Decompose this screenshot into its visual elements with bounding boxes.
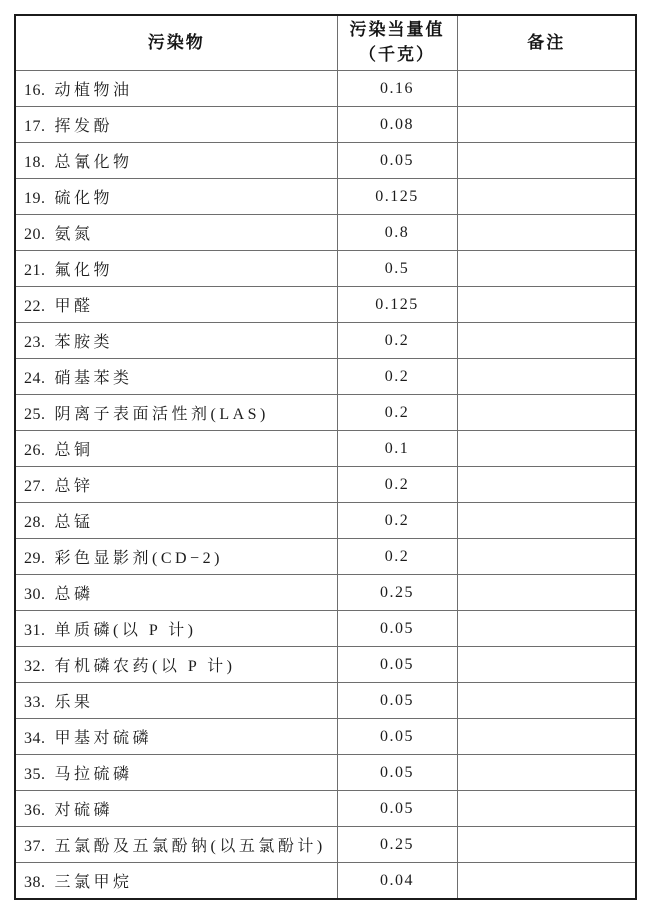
equivalent-value-cell: 0.2: [337, 503, 457, 539]
header-equivalent-value: [337, 15, 457, 71]
equivalent-value-cell: 0.2: [337, 395, 457, 431]
row-number: 31.: [24, 622, 46, 639]
table-row: [15, 431, 636, 467]
remark-cell: [457, 359, 636, 395]
pollutant-cell: [15, 755, 337, 791]
row-number: 37.: [24, 838, 46, 855]
row-number: 21.: [24, 262, 46, 279]
header-equivalent-line2: （千克）: [359, 45, 435, 64]
table-row: [15, 827, 636, 863]
equivalent-value-cell: 0.05: [337, 683, 457, 719]
equivalent-value-cell: 0.05: [337, 791, 457, 827]
row-number: 34.: [24, 730, 46, 747]
row-number: 38.: [24, 874, 46, 891]
row-number: 27.: [24, 478, 46, 495]
table-row: [15, 719, 636, 755]
pollutant-name: 对硫磷: [54, 802, 114, 819]
remark-cell: [457, 287, 636, 323]
remark-cell: [457, 863, 636, 900]
row-number: 20.: [24, 226, 46, 243]
row-number: 33.: [24, 694, 46, 711]
remark-cell: [457, 611, 636, 647]
pollutant-cell: [15, 863, 337, 900]
remark-cell: [457, 539, 636, 575]
pollutant-name: 甲基对硫磷: [54, 730, 153, 747]
pollutant-name: 氨氮: [54, 226, 94, 243]
table-row: [15, 647, 636, 683]
equivalent-value-cell: 0.05: [337, 143, 457, 179]
pollutant-cell: [15, 719, 337, 755]
equivalent-value-cell: 0.05: [337, 611, 457, 647]
pollutant-cell: [15, 107, 337, 143]
pollutant-name: 总铜: [54, 442, 94, 459]
table-row: [15, 467, 636, 503]
pollutant-name: 总锰: [54, 514, 94, 531]
table-row: [15, 755, 636, 791]
remark-cell: [457, 107, 636, 143]
remark-cell: [457, 143, 636, 179]
equivalent-value-cell: 0.05: [337, 647, 457, 683]
row-number: 22.: [24, 298, 46, 315]
remark-cell: [457, 179, 636, 215]
table-row: [15, 539, 636, 575]
table-row: [15, 323, 636, 359]
pollutant-name: 三氯甲烷: [54, 874, 133, 891]
pollutant-name: 彩色显影剂(CD−2): [54, 550, 223, 567]
pollutant-name: 动植物油: [54, 82, 133, 99]
table-row: [15, 575, 636, 611]
equivalent-value-cell: 0.8: [337, 215, 457, 251]
table-row: [15, 287, 636, 323]
pollutant-cell: [15, 359, 337, 395]
remark-cell: [457, 575, 636, 611]
remark-cell: [457, 719, 636, 755]
row-number: 30.: [24, 586, 46, 603]
row-number: 17.: [24, 118, 46, 135]
remark-cell: [457, 395, 636, 431]
pollutant-name: 五氯酚及五氯酚钠(以五氯酚计): [54, 838, 326, 855]
equivalent-value-cell: 0.04: [337, 863, 457, 900]
pollutant-cell: [15, 791, 337, 827]
row-number: 19.: [24, 190, 46, 207]
equivalent-value-cell: 0.08: [337, 107, 457, 143]
equivalent-value-cell: 0.05: [337, 755, 457, 791]
equivalent-value-cell: 0.25: [337, 575, 457, 611]
pollutant-cell: [15, 503, 337, 539]
table-row: [15, 251, 636, 287]
remark-cell: [457, 827, 636, 863]
equivalent-value-cell: 0.25: [337, 827, 457, 863]
pollutant-name: 马拉硫磷: [54, 766, 133, 783]
table-row: [15, 215, 636, 251]
pollutant-cell: [15, 611, 337, 647]
row-number: 35.: [24, 766, 46, 783]
equivalent-value-cell: 0.2: [337, 323, 457, 359]
pollutant-cell: [15, 71, 337, 107]
header-pollutant: 污染物: [15, 15, 337, 71]
remark-cell: [457, 323, 636, 359]
pollutant-name: 总磷: [54, 586, 94, 603]
table-row: [15, 863, 636, 900]
table-body: [15, 71, 636, 900]
pollutant-name: 甲醛: [54, 298, 94, 315]
row-number: 28.: [24, 514, 46, 531]
pollutant-name: 总锌: [54, 478, 94, 495]
pollutant-cell: [15, 575, 337, 611]
pollutant-name: 单质磷(以 P 计): [54, 622, 197, 639]
pollutant-cell: [15, 215, 337, 251]
table-row: [15, 683, 636, 719]
pollutant-equivalent-table: [14, 14, 637, 900]
pollutant-name: 有机磷农药(以 P 计): [54, 658, 236, 675]
pollutant-cell: [15, 467, 337, 503]
pollutant-cell: [15, 431, 337, 467]
header-equivalent-line1: 污染当量值: [349, 20, 445, 40]
pollutant-cell: [15, 287, 337, 323]
equivalent-value-cell: 0.2: [337, 359, 457, 395]
pollutant-name: 总氰化物: [54, 154, 133, 171]
remark-cell: [457, 431, 636, 467]
equivalent-value-cell: 0.125: [337, 179, 457, 215]
table-row: [15, 179, 636, 215]
pollutant-cell: [15, 143, 337, 179]
pollutant-cell: [15, 395, 337, 431]
pollutant-name: 氟化物: [54, 262, 114, 279]
pollutant-cell: [15, 251, 337, 287]
remark-cell: [457, 647, 636, 683]
equivalent-value-cell: 0.16: [337, 71, 457, 107]
row-number: 18.: [24, 154, 46, 171]
table-row: [15, 143, 636, 179]
row-number: 36.: [24, 802, 46, 819]
pollutant-name: 挥发酚: [54, 118, 114, 135]
equivalent-value-cell: 0.2: [337, 539, 457, 575]
remark-cell: [457, 467, 636, 503]
table-row: [15, 503, 636, 539]
table-row: [15, 791, 636, 827]
pollutant-cell: [15, 683, 337, 719]
pollutant-cell: [15, 827, 337, 863]
table-row: [15, 395, 636, 431]
pollutant-name: 乐果: [54, 694, 94, 711]
remark-cell: [457, 503, 636, 539]
remark-cell: [457, 791, 636, 827]
remark-cell: [457, 683, 636, 719]
table-row: [15, 71, 636, 107]
equivalent-value-cell: 0.05: [337, 719, 457, 755]
equivalent-value-cell: 0.5: [337, 251, 457, 287]
row-number: 23.: [24, 334, 46, 351]
pollutant-name: 硝基苯类: [54, 370, 133, 387]
row-number: 24.: [24, 370, 46, 387]
equivalent-value-cell: 0.1: [337, 431, 457, 467]
equivalent-value-cell: 0.2: [337, 467, 457, 503]
pollutant-name: 硫化物: [54, 190, 114, 207]
pollutant-cell: [15, 179, 337, 215]
pollutant-cell: [15, 539, 337, 575]
table-row: [15, 359, 636, 395]
row-number: 26.: [24, 442, 46, 459]
header-remark: 备注: [457, 15, 636, 71]
header-row: [15, 15, 636, 71]
remark-cell: [457, 251, 636, 287]
pollutant-name: 阴离子表面活性剂(LAS): [54, 406, 269, 423]
pollutant-name: 苯胺类: [54, 334, 114, 351]
equivalent-value-cell: 0.125: [337, 287, 457, 323]
table-row: [15, 107, 636, 143]
row-number: 25.: [24, 406, 46, 423]
pollutant-cell: [15, 647, 337, 683]
remark-cell: [457, 755, 636, 791]
row-number: 29.: [24, 550, 46, 567]
row-number: 16.: [24, 82, 46, 99]
table-row: [15, 611, 636, 647]
row-number: 32.: [24, 658, 46, 675]
remark-cell: [457, 71, 636, 107]
pollutant-cell: [15, 323, 337, 359]
table-header: [15, 15, 636, 71]
remark-cell: [457, 215, 636, 251]
